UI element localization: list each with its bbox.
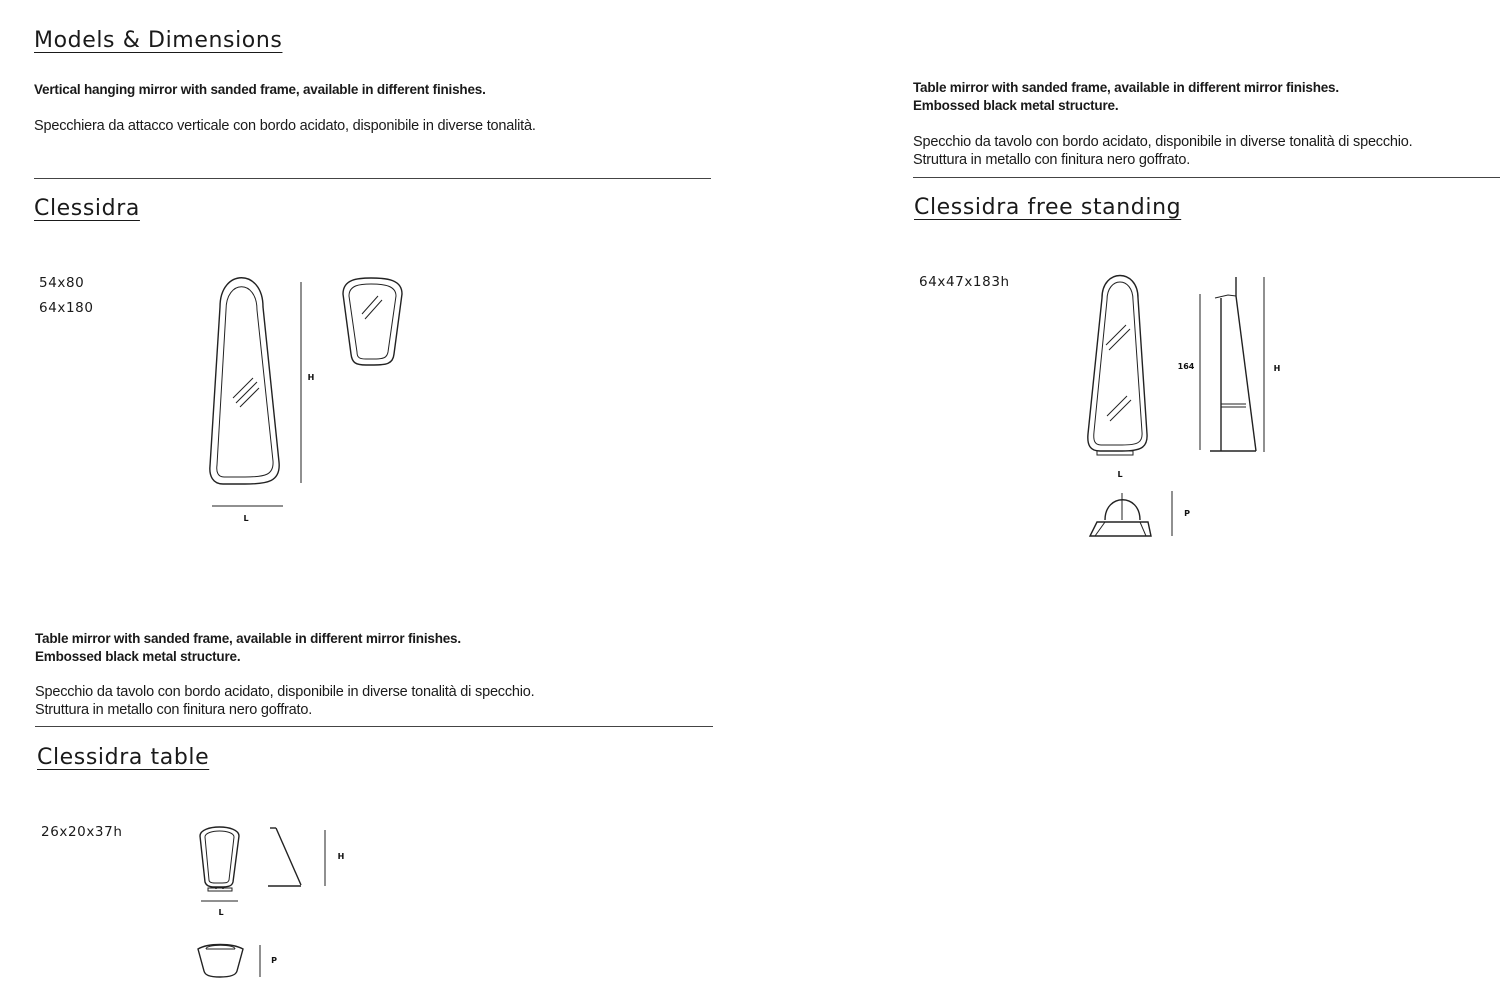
free-standing-description-en-line-2: Embossed black metal structure. — [913, 98, 1119, 113]
table-description-en — [35, 630, 461, 666]
table-heading: Clessidra table — [37, 745, 210, 770]
free-standing-description-it — [913, 133, 1412, 169]
table-side-drawing — [260, 822, 360, 897]
clessidra-dimensions — [39, 271, 94, 321]
free-standing-dimensions — [919, 270, 1010, 295]
table-description-it-line-1: Specchio da tavolo con bordo acidato, disponibile in diverse tonalità di specchio. — [35, 684, 535, 700]
free-standing-heading: Clessidra free standing — [914, 195, 1182, 220]
clessidra-description-en: Vertical hanging mirror with sanded frame, available in different finishes. — [34, 82, 486, 97]
section-divider — [913, 177, 1500, 178]
clessidra-heading: Clessidra — [34, 196, 140, 221]
table-depth-label: P — [271, 956, 277, 965]
table-front-drawing — [190, 822, 250, 922]
section-divider — [34, 178, 711, 179]
free-standing-width-label: L — [1117, 470, 1123, 479]
free-standing-depth-label: P — [1184, 509, 1190, 518]
clessidra-width-label: L — [243, 514, 249, 523]
section-divider — [35, 726, 713, 727]
free-standing-inner-height-label: 164 — [1177, 362, 1195, 371]
free-standing-description-en-line-1: Table mirror with sanded frame, available in different mirror finishes. — [913, 80, 1339, 95]
table-dimension-1: 26x20x37h — [41, 824, 123, 840]
free-standing-dimension-1: 64x47x183h — [919, 274, 1010, 290]
table-height-label: H — [337, 852, 345, 861]
clessidra-description-it: Specchiera da attacco verticale con bordo acidato, disponibile in diverse tonalità. — [34, 118, 536, 134]
clessidra-dimension-2: 64x180 — [39, 300, 94, 316]
table-description-en-line-1: Table mirror with sanded frame, available in different mirror finishes. — [35, 631, 461, 646]
free-standing-front-drawing — [1080, 270, 1170, 485]
table-dimensions — [41, 820, 122, 845]
clessidra-dimension-1: 54x80 — [39, 275, 85, 291]
clessidra-height-label: H — [307, 373, 315, 382]
table-top-drawing — [190, 935, 290, 985]
free-standing-description-it-line-1: Specchio da tavolo con bordo acidato, disponibile in diverse tonalità di specchio. — [913, 134, 1413, 150]
free-standing-side-drawing — [1170, 270, 1290, 460]
clessidra-front-drawing — [195, 270, 325, 530]
free-standing-description-en — [913, 79, 1339, 115]
table-width-label: L — [218, 908, 224, 917]
table-description-it-line-2: Struttura in metallo con finitura nero goffrato. — [35, 702, 313, 718]
clessidra-small-drawing — [338, 276, 408, 371]
table-description-it — [35, 683, 534, 719]
free-standing-height-label: H — [1273, 364, 1281, 373]
free-standing-top-drawing — [1085, 485, 1205, 545]
table-description-en-line-2: Embossed black metal structure. — [35, 649, 241, 664]
free-standing-description-it-line-2: Struttura in metallo con finitura nero goffrato. — [913, 152, 1191, 168]
page-title: Models & Dimensions — [34, 28, 283, 53]
